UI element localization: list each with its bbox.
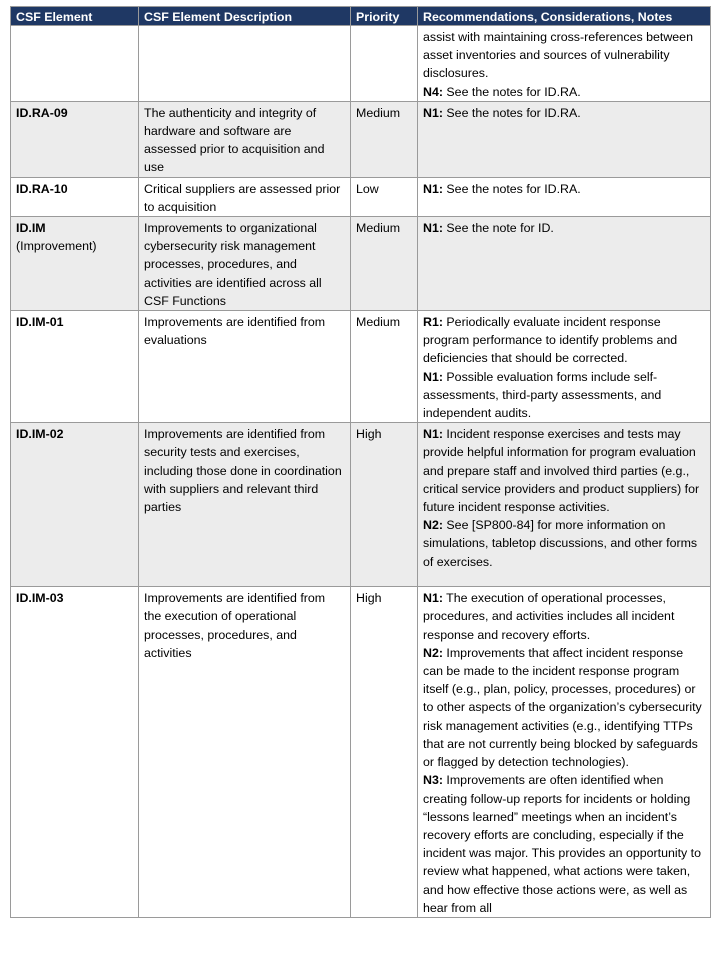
cell-notes <box>418 587 711 918</box>
cell-notes <box>418 26 711 102</box>
note-tag: R1: <box>423 315 443 330</box>
csf-element-category: (Improvement) <box>16 239 97 254</box>
note-tag: N2: <box>423 518 443 533</box>
note-item <box>423 589 705 644</box>
cell-priority: Medium <box>351 101 418 177</box>
cell-notes <box>418 423 711 587</box>
note-tag: N4: <box>423 84 443 99</box>
note-item <box>423 425 705 516</box>
note-item <box>423 104 705 122</box>
note-item <box>423 516 705 571</box>
cell-notes <box>418 311 711 423</box>
table-row <box>11 587 711 918</box>
cell-csf-element <box>11 423 139 587</box>
note-tag: N2: <box>423 645 443 660</box>
cell-description <box>139 26 351 102</box>
note-text: Periodically evaluate incident response program performance to identify problems and deficiencies that should be corrected. <box>423 315 678 366</box>
table-header-row <box>11 7 711 26</box>
cell-description: The authenticity and integrity of hardware and software are assessed prior to acquisition and use <box>139 101 351 177</box>
cell-csf-element <box>11 217 139 311</box>
header-priority: Priority <box>351 7 418 26</box>
note-text: Improvements are often identified when creating follow-up reports for incidents or holding “lessons learned” meetings when an incident’s recovery efforts are concluding, especially if the incident was major. This provides an opportunity to review what happened, what actions were taken, and how effective those actions were, as well as hear from all <box>423 773 702 915</box>
cell-description: Improvements are identified from security tests and exercises, including those done in coordination with suppliers and relevant third parties <box>139 423 351 587</box>
table-row <box>11 101 711 177</box>
note-tag: N1: <box>423 181 443 196</box>
note-text: The execution of operational processes, procedures, and activities includes all incident response and recovery efforts. <box>423 591 675 642</box>
note-tag: N3: <box>423 773 443 788</box>
note-item <box>423 219 705 237</box>
cell-notes <box>418 177 711 216</box>
note-item <box>423 180 705 198</box>
note-tag: N1: <box>423 105 443 120</box>
note-text: Incident response exercises and tests may provide helpful information for program evaluation and prepare staff and involved third parties (e.g., critical service providers and product suppliers) for future incident response activities. <box>423 427 700 515</box>
csf-element-id: ID.IM-01 <box>16 315 64 330</box>
note-tag: N1: <box>423 221 443 236</box>
cell-priority: High <box>351 587 418 918</box>
cell-priority: High <box>351 423 418 587</box>
header-csf-element: CSF Element <box>11 7 139 26</box>
csf-element-id: ID.RA-10 <box>16 181 68 196</box>
table-row <box>11 423 711 587</box>
note-item <box>423 28 705 83</box>
note-item <box>423 644 705 771</box>
note-text: See the notes for ID.RA. <box>442 105 581 120</box>
cell-csf-element <box>11 101 139 177</box>
cell-priority: Low <box>351 177 418 216</box>
note-text: assist with maintaining cross-references between asset inventories and sources of vulnerability disclosures. <box>423 30 693 81</box>
cell-notes <box>418 217 711 311</box>
note-text: See the notes for ID.RA. <box>442 181 581 196</box>
table-body <box>11 26 711 918</box>
table-row <box>11 177 711 216</box>
cell-description: Improvements to organizational cybersecurity risk management processes, procedures, and activities are identified across all CSF Functions <box>139 217 351 311</box>
csf-element-id: ID.IM-03 <box>16 591 64 606</box>
cell-description: Critical suppliers are assessed prior to acquisition <box>139 177 351 216</box>
note-tag: N1: <box>423 369 443 384</box>
cell-description: Improvements are identified from the execution of operational processes, procedures, and activities <box>139 587 351 918</box>
cell-notes <box>418 101 711 177</box>
note-tag: N1: <box>423 427 443 442</box>
csf-element-id: ID.IM-02 <box>16 427 64 442</box>
cell-priority <box>351 26 418 102</box>
note-text: Improvements that affect incident response can be made to the incident response program itself (e.g., plan, policy, processes, procedures) or to other aspects of the organization’s cybersecurity risk management activities (e.g., identifying TTPs that are not currently being blocked by safeguards or flagged by detection technologies). <box>423 645 702 770</box>
table-row <box>11 311 711 423</box>
csf-table <box>10 6 711 918</box>
csf-element-id: ID.RA-09 <box>16 105 68 120</box>
cell-csf-element <box>11 26 139 102</box>
note-text: See [SP800-84] for more information on simulations, tabletop discussions, and other forms of exercises. <box>423 518 698 569</box>
cell-description: Improvements are identified from evaluations <box>139 311 351 423</box>
header-notes: Recommendations, Considerations, Notes <box>418 7 711 26</box>
table-row <box>11 217 711 311</box>
table-row <box>11 26 711 102</box>
cell-csf-element <box>11 587 139 918</box>
note-tag: N1: <box>423 591 443 606</box>
header-description: CSF Element Description <box>139 7 351 26</box>
note-item <box>423 83 705 101</box>
cell-priority: Medium <box>351 311 418 423</box>
note-text: Possible evaluation forms include self-assessments, third-party assessments, and independent audits. <box>423 369 662 421</box>
csf-element-id: ID.IM <box>16 221 46 236</box>
note-item <box>423 771 705 917</box>
cell-csf-element <box>11 311 139 423</box>
note-item <box>423 368 705 423</box>
note-text: See the note for ID. <box>442 221 554 236</box>
cell-csf-element <box>11 177 139 216</box>
cell-priority: Medium <box>351 217 418 311</box>
note-text: See the notes for ID.RA. <box>442 84 581 99</box>
note-item <box>423 313 705 368</box>
